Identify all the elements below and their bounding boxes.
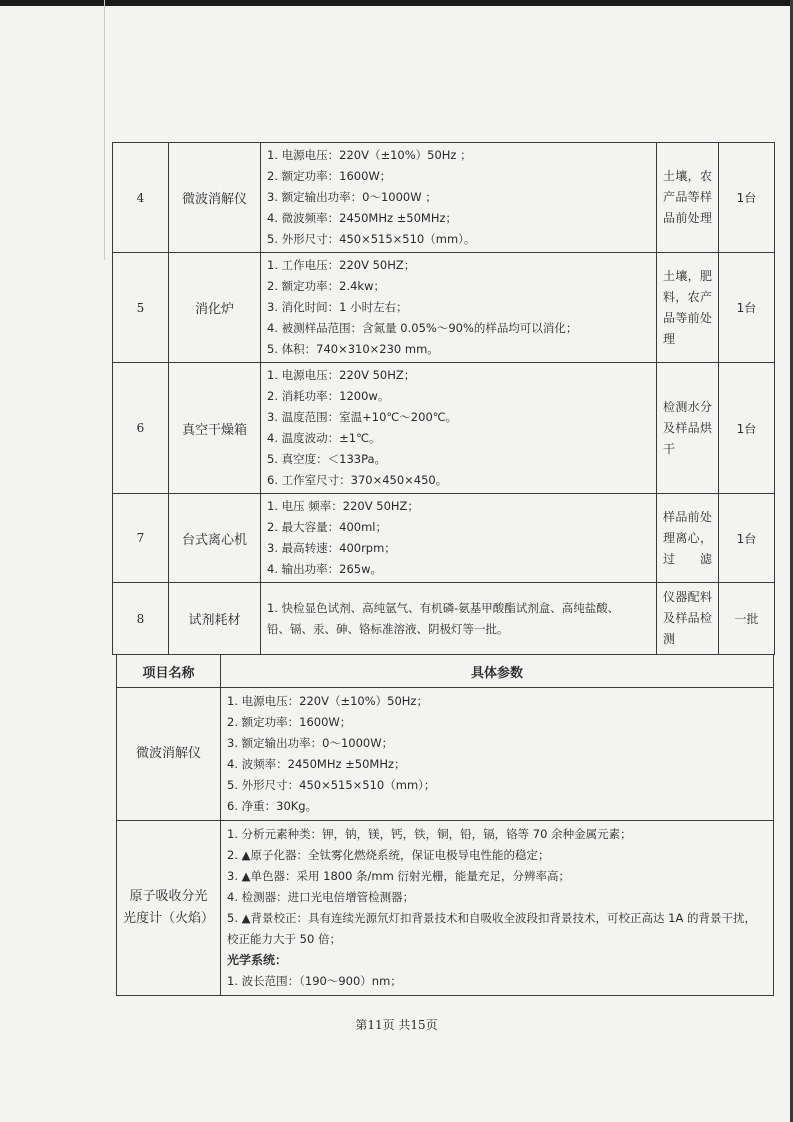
project-name [117,821,221,996]
param-line: 4. 输出功率：265w。 [267,562,382,576]
equipment-purpose: 土壤，农产品等样品前处理 [657,143,719,253]
equipment-name: 试剂耗材 [169,583,261,655]
equipment-name: 台式离心机 [169,494,261,583]
param-line: 铅、镉、汞、砷、铬标准溶液、阴极灯等一批。 [267,621,509,636]
equipment-params [261,494,657,583]
project-name: 微波消解仪 [117,688,221,821]
param-line: 4. 温度波动：±1℃。 [267,431,381,445]
param-line: 1. 快检显色试剂、高纯氩气、有机磷-氨基甲酸酯试剂盒、高纯盐酸、 [267,600,620,615]
equipment-purpose: 样品前处理离心，过滤 [657,494,719,583]
param-line: 1. 电源电压：220V（±10%）50Hz； [227,694,428,708]
table-row [113,583,775,655]
header-project-name: 项目名称 [117,655,221,688]
equipment-table-body [113,143,775,655]
row-number: 5 [113,253,169,363]
row-number: 6 [113,363,169,494]
equipment-quantity: 1台 [719,253,775,363]
spec-table [116,654,774,996]
param-line: 3. 温度范围：室温+10℃～200℃。 [267,410,458,424]
equipment-purpose: 土壤，肥料，农产品等前处理 [657,253,719,363]
table-row [117,688,774,821]
param-line: 6. 净重：30Kg。 [227,799,318,813]
equipment-purpose: 检测水分及样品烘干 [657,363,719,494]
param-line: 2. 额定功率：1600W； [227,715,352,729]
row-number: 4 [113,143,169,253]
spec-table-header [117,655,774,688]
param-line: 4. 微波频率：2450MHz ±50MHz； [267,211,458,225]
table-row [113,494,775,583]
param-line: 5. 体积：740×310×230 mm。 [267,342,439,356]
scan-fold-line [104,0,105,260]
param-line: 5. 真空度：＜133Pa。 [267,452,387,466]
param-line: 3. 最高转速：400rpm； [267,541,396,555]
equipment-quantity: 1台 [719,143,775,253]
row-number: 7 [113,494,169,583]
param-line: 4. 检测器：进口光电倍增管检测器； [227,890,415,904]
project-params [221,821,774,996]
equipment-params [261,253,657,363]
table-row [113,363,775,494]
equipment-table [112,142,775,655]
equipment-name: 真空干燥箱 [169,363,261,494]
page-number: 第11页 共15页 [355,1018,438,1032]
equipment-name: 消化炉 [169,253,261,363]
param-line: 2. 额定功率：2.4kw； [267,279,385,293]
param-line: 2. 最大容量：400ml； [267,520,387,534]
equipment-quantity: 1台 [719,363,775,494]
param-line: 3. 额定输出功率：0～1000W； [227,736,394,750]
param-line: 1. 电源电压：220V 50HZ； [267,368,416,382]
project-name-line: 原子吸收分光 [129,889,208,904]
param-line: 4. 波频率：2450MHz ±50MHz； [227,757,406,771]
param-line: 6. 工作室尺寸：370×450×450。 [267,473,448,487]
param-line: 1. 工作电压：220V 50HZ； [267,258,416,272]
equipment-purpose: 仪器配料及样品检测 [657,583,719,655]
param-line: 5. ▲背景校正：具有连续光源氘灯扣背景技术和自吸收全波段扣背景技术，可校正高达 1A 的背景干扰，校正能力大于 50 倍； [227,911,756,946]
param-line: 2. 额定功率：1600W； [267,169,392,183]
equipment-quantity: 一批 [719,583,775,655]
equipment-quantity: 1台 [719,494,775,583]
equipment-name: 微波消解仪 [169,143,261,253]
param-line: 4. 被测样品范围：含氮量 0.05%～90%的样品均可以消化； [267,321,578,335]
header-params: 具体参数 [221,655,774,688]
param-line: 1. 电压 频率：220V 50HZ； [267,499,419,513]
param-line: 2. 消耗功率：1200w。 [267,389,390,403]
param-line: 5. 外形尺寸：450×515×510（mm）。 [267,232,476,246]
equipment-params [261,143,657,253]
param-line: 1. 波长范围：（190～900）nm； [227,974,402,988]
table-row [113,253,775,363]
param-line: 2. ▲原子化器：全钛雾化燃烧系统，保证电极导电性能的稳定； [227,848,550,862]
table-row [117,821,774,996]
row-number: 8 [113,583,169,655]
param-line: 5. 外形尺寸：450×515×510（mm）； [227,778,436,792]
param-line: 1. 电源电压：220V（±10%）50Hz ； [267,148,472,162]
scan-edge-top [0,0,793,6]
param-line: 3. 额定输出功率：0～1000W ； [267,190,437,204]
equipment-params [261,583,657,655]
param-line: 3. ▲单色器：采用 1800 条/mm 衍射光栅，能量充足，分辨率高； [227,869,570,883]
project-params [221,688,774,821]
param-line: 1. 分析元素种类：钾，钠，镁，钙，铁，铜，铅，镉，铬等 70 余种金属元素； [227,827,632,841]
param-line: 3. 消化时间：1 小时左右； [267,300,408,314]
optical-system-heading: 光学系统： [227,953,288,967]
equipment-params [261,363,657,494]
table-row [113,143,775,253]
project-name-line: 光度计（火焰） [122,911,214,926]
